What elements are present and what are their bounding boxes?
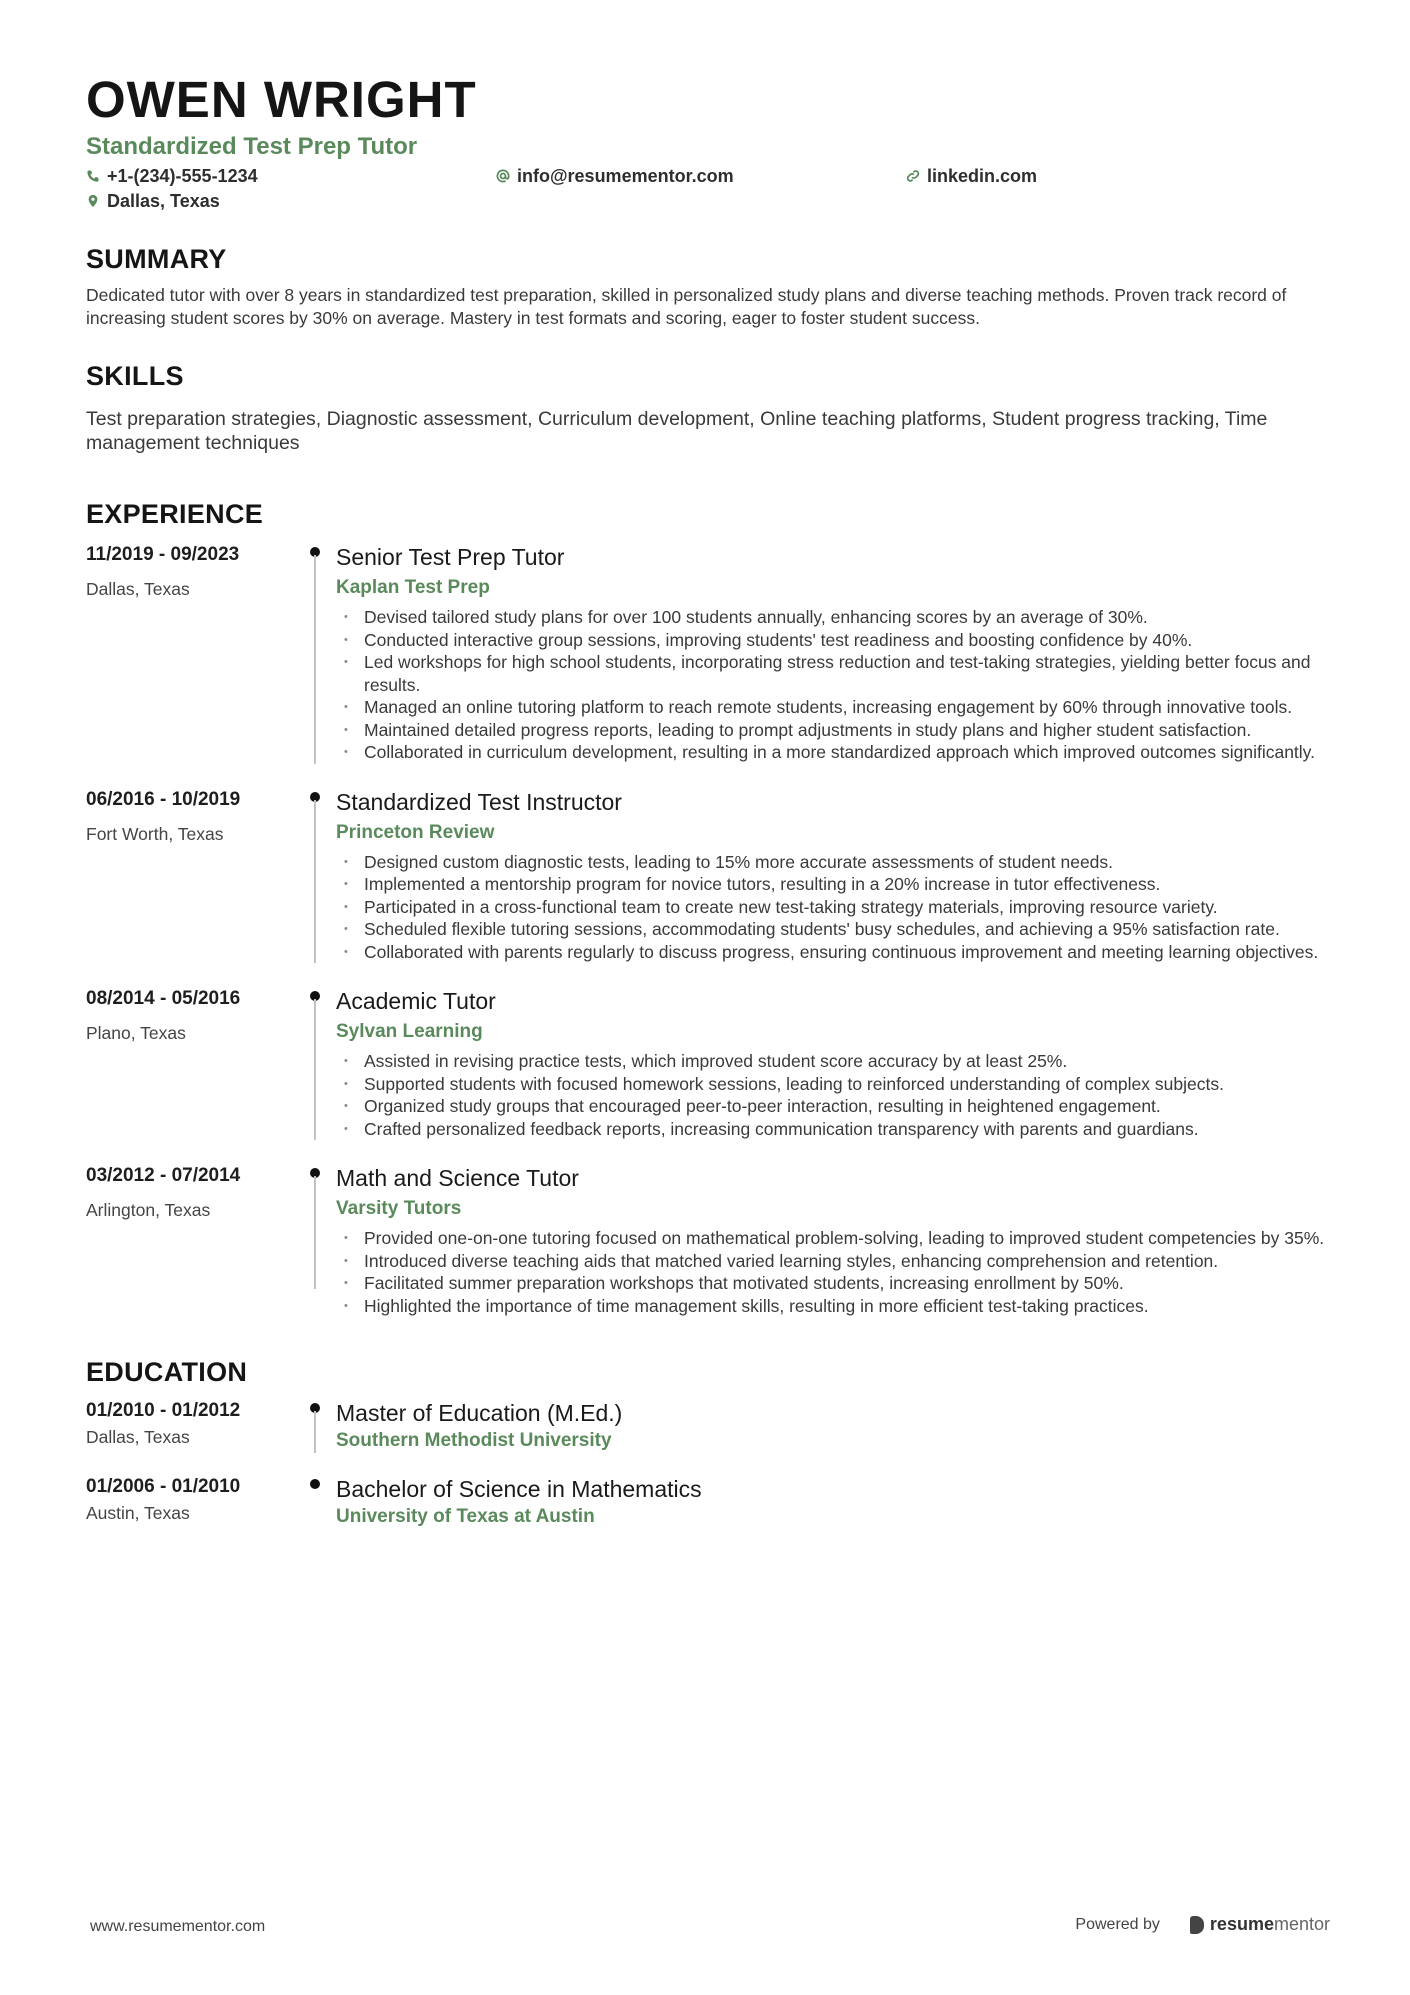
achievement-item: • Participated in a cross-functional team to create new test-taking strategy materials, improving resource variety. (336, 896, 1336, 919)
achievement-list (336, 1227, 1336, 1317)
entry-dates: 01/2006 - 01/2010 (86, 1476, 241, 1497)
brand-name-light: mentor (1273, 1914, 1330, 1934)
timeline (310, 788, 336, 964)
education-entry (86, 1475, 1336, 1529)
achievement-item: • Collaborated with parents regularly to discuss progress, ensuring continuous improvement and meeting learning objectives. (336, 941, 1336, 964)
entry-dates: 08/2014 - 05/2016 (86, 988, 241, 1009)
entry-location: Dallas, Texas (86, 1427, 190, 1447)
contact-location (86, 189, 220, 213)
achievement-item: • Scheduled flexible tutoring sessions, accommodating students' busy schedules, and achieving a 95% satisfaction rate. (336, 918, 1336, 941)
entry-dates: 11/2019 - 09/2023 (86, 544, 240, 565)
achievement-item: • Implemented a mentorship program for novice tutors, resulting in a 20% increase in tutor effectiveness. (336, 873, 1336, 896)
achievement-item: • Highlighted the importance of time management skills, resulting in more efficient test-taking practices. (336, 1295, 1336, 1318)
achievement-item: • Devised tailored study plans for over 100 students annually, enhancing scores by an average of 30%. (336, 606, 1336, 629)
skills-heading: SKILLS (86, 361, 184, 391)
candidate-name: OWEN WRIGHT (86, 71, 477, 128)
linkedin-text: linkedin.com (927, 165, 1038, 186)
email-text: info@resumementor.com (517, 165, 734, 186)
job-title: Senior Test Prep Tutor (336, 544, 565, 570)
employer-name: Sylvan Learning (336, 1021, 483, 1042)
achievement-item: • Facilitated summer preparation workshops that motivated students, increasing enrollment by 50%. (336, 1272, 1336, 1295)
timeline (310, 543, 336, 764)
location-pin-icon (86, 194, 100, 208)
experience-heading: EXPERIENCE (86, 499, 264, 529)
resumementor-logo (1190, 1916, 1204, 1934)
entry-location: Austin, Texas (86, 1503, 190, 1523)
summary-section (86, 242, 1336, 329)
entry-dates: 01/2010 - 01/2012 (86, 1400, 241, 1421)
summary-heading: SUMMARY (86, 244, 227, 274)
job-title: Academic Tutor (336, 988, 496, 1014)
timeline (310, 1475, 336, 1529)
resume-header (86, 70, 1336, 216)
contact-row (86, 164, 1336, 216)
contact-email[interactable] (496, 164, 734, 188)
entry-location: Fort Worth, Texas (86, 823, 224, 844)
achievement-item: • Introduced diverse teaching aids that matched varied learning styles, enhancing comprehension and retention. (336, 1250, 1336, 1273)
achievement-list (336, 606, 1336, 764)
achievement-list (336, 851, 1336, 964)
contact-linkedin[interactable] (906, 164, 1037, 188)
timeline-line (314, 800, 316, 964)
brand-name-bold: resume (1209, 1914, 1274, 1934)
degree-title: Master of Education (M.Ed.) (336, 1400, 623, 1426)
job-title: Standardized Test Instructor (336, 788, 622, 815)
employer-name: Princeton Review (336, 821, 495, 843)
contact-phone[interactable] (86, 164, 258, 188)
timeline (310, 987, 336, 1140)
achievement-item: • Crafted personalized feedback reports, increasing communication transparency with parents and guardians. (336, 1118, 1336, 1141)
location-text: Dallas, Texas (107, 190, 220, 211)
resume-page (86, 70, 1336, 1529)
page-footer (90, 1912, 1330, 1942)
brand-link[interactable] (1190, 1914, 1330, 1935)
experience-entry (86, 1164, 1336, 1317)
employer-name: Kaplan Test Prep (336, 577, 490, 598)
achievement-item: • Assisted in revising practice tests, which improved student score accuracy by at least 25%. (336, 1050, 1336, 1073)
achievement-item: • Designed custom diagnostic tests, leading to 15% more accurate assessments of student needs. (336, 851, 1336, 874)
education-entry (86, 1399, 1336, 1475)
candidate-headline: Standardized Test Prep Tutor (86, 133, 418, 160)
achievement-item: • Collaborated in curriculum development, resulting in a more standardized approach which improved outcomes significantly. (336, 741, 1336, 764)
timeline-line (314, 1411, 316, 1453)
experience-entry (86, 987, 1336, 1164)
education-heading: EDUCATION (86, 1357, 248, 1387)
timeline (310, 1164, 336, 1317)
employer-name: Varsity Tutors (336, 1198, 462, 1219)
timeline-dot (310, 1479, 320, 1489)
footer-website-link[interactable]: www.resumementor.com (90, 1918, 266, 1935)
experience-entry (86, 788, 1336, 988)
summary-text: Dedicated tutor with over 8 years in standardized test preparation, skilled in personalized study plans and diverse teaching methods. Proven track record of increasing student scores by 30% on average. Mastery in test formats and scoring, eager to foster student success. (86, 285, 1287, 328)
at-icon (496, 169, 510, 183)
education-section (86, 1355, 1336, 1529)
phone-text: +1-(234)-555-1234 (107, 165, 258, 186)
experience-section (86, 497, 1336, 1317)
experience-entry (86, 543, 1336, 788)
achievement-list (336, 1050, 1336, 1140)
degree-title: Bachelor of Science in Mathematics (336, 1476, 702, 1502)
entry-dates: 03/2012 - 07/2014 (86, 1165, 241, 1186)
entry-location: Plano, Texas (86, 1023, 186, 1043)
powered-by-label: Powered by (1075, 1915, 1160, 1933)
skills-section (86, 359, 1336, 455)
timeline-line (314, 999, 316, 1140)
job-title: Math and Science Tutor (336, 1165, 579, 1191)
timeline (310, 1399, 336, 1453)
entry-location: Dallas, Texas (86, 579, 190, 599)
entry-location: Arlington, Texas (86, 1200, 211, 1220)
achievement-item: • Led workshops for high school students, incorporating stress reduction and test-taking strategies, yielding better focus and results. (336, 651, 1336, 696)
achievement-item: • Provided one-on-one tutoring focused on mathematical problem-solving, leading to improved student competencies by 35%. (336, 1227, 1336, 1250)
achievement-item: • Maintained detailed progress reports, leading to prompt adjustments in study plans and higher student satisfaction. (336, 719, 1336, 742)
achievement-item: • Conducted interactive group sessions, improving students' test readiness and boosting confidence by 40%. (336, 629, 1336, 652)
entry-dates: 06/2016 - 10/2019 (86, 788, 241, 810)
timeline-line (314, 1176, 316, 1289)
skills-text: Test preparation strategies, Diagnostic assessment, Curriculum development, Online teaching platforms, Student progress tracking, Time management techniques (86, 408, 1268, 454)
school-name: University of Texas at Austin (336, 1506, 595, 1527)
achievement-item: • Supported students with focused homework sessions, leading to reinforced understanding of complex subjects. (336, 1073, 1336, 1096)
phone-icon (86, 169, 100, 183)
achievement-item: • Organized study groups that encouraged peer-to-peer interaction, resulting in heightened engagement. (336, 1095, 1336, 1118)
link-icon (906, 169, 920, 183)
school-name: Southern Methodist University (336, 1430, 612, 1451)
achievement-item: • Managed an online tutoring platform to reach remote students, increasing engagement by 60% through innovative tools. (336, 696, 1336, 719)
timeline-line (314, 555, 316, 764)
footer-branding (1075, 1914, 1330, 1935)
